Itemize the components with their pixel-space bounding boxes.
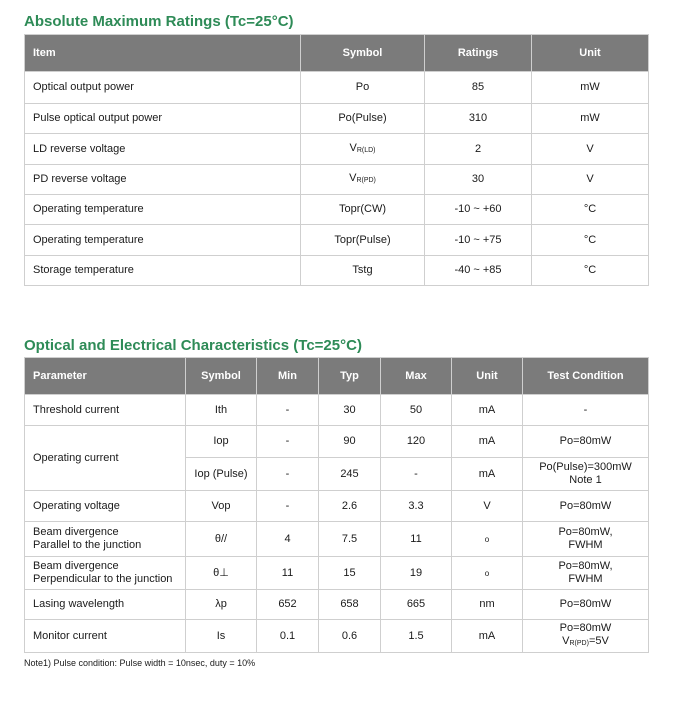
- unit-cell: mW: [532, 104, 649, 134]
- symbol-cell: Is: [186, 620, 257, 653]
- min-cell: 11: [257, 557, 319, 590]
- col-header-symbol: Symbol: [301, 35, 425, 72]
- rating-cell: -10 ~ +60: [425, 195, 532, 225]
- col-header-max: Max: [381, 358, 452, 395]
- parameter-cell: [25, 557, 186, 590]
- parameter-line: Beam divergence: [33, 560, 119, 572]
- parameter-cell: Threshold current: [25, 395, 186, 426]
- table-row: [25, 590, 649, 620]
- table-row: [25, 395, 649, 426]
- symbol-cell: [301, 134, 425, 165]
- typ-cell: 15: [319, 557, 381, 590]
- unit-cell: mA: [452, 426, 523, 458]
- symbol-main: V: [349, 141, 357, 154]
- oec-table: [24, 357, 649, 653]
- symbol-cell: Ith: [186, 395, 257, 426]
- condition-cell: [523, 458, 649, 491]
- condition-v-rest: =5V: [588, 635, 609, 647]
- typ-cell: 245: [319, 458, 381, 491]
- condition-line: [529, 635, 642, 650]
- table-header-row: [25, 35, 649, 72]
- min-cell: -: [257, 458, 319, 491]
- parameter-line: Beam divergence: [33, 526, 119, 538]
- abs-max-title: Absolute Maximum Ratings (Tc=25°C): [24, 13, 294, 30]
- oec-title: Optical and Electrical Characteristics (Tc=25°C): [24, 337, 362, 354]
- symbol-cell: Topr(Pulse): [301, 225, 425, 256]
- unit-cell: V: [532, 165, 649, 195]
- unit-cell: °C: [532, 225, 649, 256]
- symbol-cell: θ⊥: [186, 557, 257, 590]
- typ-cell: 7.5: [319, 522, 381, 557]
- unit-cell: mA: [452, 620, 523, 653]
- table-row: [25, 195, 649, 225]
- item-cell: PD reverse voltage: [25, 165, 301, 195]
- footnote: Note1) Pulse condition: Pulse width = 10nsec, duty = 10%: [24, 658, 256, 668]
- unit-cell: °C: [532, 256, 649, 286]
- item-cell: Operating temperature: [25, 195, 301, 225]
- table-row: [25, 522, 649, 557]
- table-row: [25, 134, 649, 165]
- unit-cell: [452, 557, 523, 590]
- parameter-cell: Operating voltage: [25, 491, 186, 522]
- condition-cell: [523, 557, 649, 590]
- rating-cell: 310: [425, 104, 532, 134]
- rating-cell: -40 ~ +85: [425, 256, 532, 286]
- typ-cell: 90: [319, 426, 381, 458]
- parameter-cell: Operating current: [25, 426, 186, 491]
- condition-cell: [523, 620, 649, 653]
- symbol-subscript: R(PD): [356, 177, 376, 184]
- max-cell: 665: [381, 590, 452, 620]
- max-cell: 19: [381, 557, 452, 590]
- unit-cell: [452, 522, 523, 557]
- min-cell: 652: [257, 590, 319, 620]
- table-row: [25, 620, 649, 653]
- table-row: [25, 426, 649, 458]
- symbol-cell: Po: [301, 72, 425, 104]
- min-cell: -: [257, 491, 319, 522]
- rating-cell: -10 ~ +75: [425, 225, 532, 256]
- col-header-typ: Typ: [319, 358, 381, 395]
- table-row: [25, 104, 649, 134]
- item-cell: Optical output power: [25, 72, 301, 104]
- typ-cell: 2.6: [319, 491, 381, 522]
- max-cell: 3.3: [381, 491, 452, 522]
- degree-unit: o: [484, 568, 490, 578]
- table-row: [25, 225, 649, 256]
- parameter-line: Parallel to the junction: [33, 539, 142, 551]
- parameter-cell: Monitor current: [25, 620, 186, 653]
- table-row: [25, 165, 649, 195]
- unit-cell: V: [452, 491, 523, 522]
- min-cell: -: [257, 395, 319, 426]
- symbol-cell: Iop (Pulse): [186, 458, 257, 491]
- col-header-min: Min: [257, 358, 319, 395]
- min-cell: -: [257, 426, 319, 458]
- max-cell: -: [381, 458, 452, 491]
- condition-line: FWHM: [568, 539, 603, 551]
- symbol-main: V: [349, 172, 357, 184]
- col-header-unit: Unit: [452, 358, 523, 395]
- condition-v-main: V: [562, 635, 570, 647]
- condition-cell: -: [523, 395, 649, 426]
- symbol-cell: Vop: [186, 491, 257, 522]
- typ-cell: 0.6: [319, 620, 381, 653]
- symbol-cell: Po(Pulse): [301, 104, 425, 134]
- unit-cell: °C: [532, 195, 649, 225]
- parameter-cell: [25, 522, 186, 557]
- condition-v-subscript: R(PD): [569, 640, 589, 647]
- rating-cell: 85: [425, 72, 532, 104]
- symbol-cell: λp: [186, 590, 257, 620]
- condition-cell: Po=80mW: [523, 590, 649, 620]
- rating-cell: 30: [425, 165, 532, 195]
- col-header-unit: Unit: [532, 35, 649, 72]
- symbol-cell: [301, 165, 425, 195]
- table-row: [25, 491, 649, 522]
- min-cell: 4: [257, 522, 319, 557]
- unit-cell: nm: [452, 590, 523, 620]
- condition-line: Po=80mW: [559, 622, 612, 634]
- table-header-row: [25, 358, 649, 395]
- max-cell: 1.5: [381, 620, 452, 653]
- min-cell: 0.1: [257, 620, 319, 653]
- abs-max-table: [24, 34, 649, 286]
- condition-line: Po=80mW,: [558, 560, 613, 572]
- col-header-test-condition: Test Condition: [523, 358, 649, 395]
- col-header-ratings: Ratings: [425, 35, 532, 72]
- condition-line: FWHM: [568, 573, 603, 585]
- degree-unit: o: [484, 534, 490, 544]
- max-cell: 50: [381, 395, 452, 426]
- table-row: [25, 557, 649, 590]
- condition-note: Note 1: [569, 474, 602, 486]
- unit-cell: mA: [452, 458, 523, 491]
- item-cell: LD reverse voltage: [25, 134, 301, 165]
- parameter-cell: Lasing wavelength: [25, 590, 186, 620]
- condition-line: Po(Pulse)=300mW: [539, 461, 632, 473]
- typ-cell: 30: [319, 395, 381, 426]
- condition-cell: Po=80mW: [523, 426, 649, 458]
- unit-cell: mW: [532, 72, 649, 104]
- max-cell: 11: [381, 522, 452, 557]
- symbol-cell: θ//: [186, 522, 257, 557]
- rating-cell: 2: [425, 134, 532, 165]
- condition-cell: Po=80mW: [523, 491, 649, 522]
- col-header-item: Item: [25, 35, 301, 72]
- col-header-symbol: Symbol: [186, 358, 257, 395]
- condition-cell: [523, 522, 649, 557]
- item-cell: Storage temperature: [25, 256, 301, 286]
- table-row: [25, 256, 649, 286]
- symbol-subscript: R(LD): [356, 146, 376, 154]
- symbol-cell: Tstg: [301, 256, 425, 286]
- item-cell: Pulse optical output power: [25, 104, 301, 134]
- parameter-line: Perpendicular to the junction: [33, 573, 173, 585]
- condition-line: Po=80mW,: [558, 526, 613, 538]
- symbol-cell: Topr(CW): [301, 195, 425, 225]
- table-row: [25, 72, 649, 104]
- unit-cell: V: [532, 134, 649, 165]
- typ-cell: 658: [319, 590, 381, 620]
- col-header-parameter: Parameter: [25, 358, 186, 395]
- item-cell: Operating temperature: [25, 225, 301, 256]
- max-cell: 120: [381, 426, 452, 458]
- unit-cell: mA: [452, 395, 523, 426]
- symbol-cell: Iop: [186, 426, 257, 458]
